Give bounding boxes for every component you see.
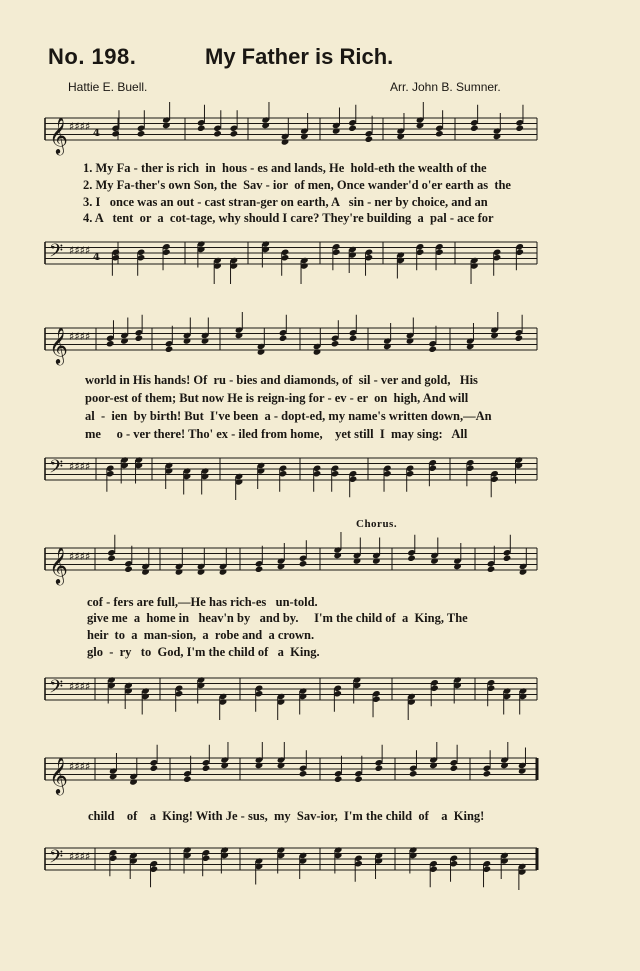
svg-text:♯♯♯♯: ♯♯♯♯ <box>69 330 91 343</box>
author-credit: Hattie E. Buell. <box>68 80 148 94</box>
svg-text:𝄞: 𝄞 <box>49 756 68 794</box>
svg-text:♯♯♯♯: ♯♯♯♯ <box>69 460 91 473</box>
svg-text:𝄢: 𝄢 <box>49 457 64 482</box>
svg-text:♯♯♯♯: ♯♯♯♯ <box>69 550 91 563</box>
lyric-line: cof - fers are full,—He has rich-es un-told. <box>87 595 318 609</box>
lyric-line: 4. A tent or a cot-tage, why should I care? They're building a pal - ace for <box>83 211 494 225</box>
system-4-treble-staff <box>0 748 640 808</box>
system-2-treble-staff <box>0 318 640 378</box>
svg-text:♯♯♯♯: ♯♯♯♯ <box>69 680 91 693</box>
lyric-line: glo - ry to God, I'm the child of a King. <box>87 645 320 659</box>
svg-text:4: 4 <box>93 128 100 139</box>
system-1-bass-staff <box>0 232 640 292</box>
svg-text:♯♯♯♯: ♯♯♯♯ <box>69 760 91 773</box>
system-3-bass-staff <box>0 668 640 728</box>
arranger-credit: Arr. John B. Sumner. <box>390 80 501 94</box>
svg-text:𝄢: 𝄢 <box>49 677 64 702</box>
svg-text:𝄢: 𝄢 <box>49 241 64 266</box>
lyric-line: 3. I once was an out - cast stran-ger on earth, A sin - ner by choice, and an <box>83 195 488 209</box>
system-4-bass-staff <box>0 838 640 898</box>
lyric-line: 2. My Fa-ther's own Son, the Sav - ior of men, Once wander'd o'er earth as the <box>83 178 511 192</box>
lyric-line: world in His hands! Of ru - bies and diamonds, of sil - ver and gold, His <box>85 373 478 387</box>
svg-text:♯♯♯♯: ♯♯♯♯ <box>69 120 91 133</box>
svg-text:𝄢: 𝄢 <box>49 847 64 872</box>
hymn-number: No. 198. <box>48 44 137 69</box>
lyric-line: poor-est of them; But now He is reign-ing for - ev - er on high, And will <box>85 391 469 405</box>
lyric-line: 1. My Fa - ther is rich in hous - es and lands, He hold-eth the wealth of the <box>83 161 487 175</box>
svg-text:♯♯♯♯: ♯♯♯♯ <box>69 244 91 257</box>
lyric-line: heir to a man-sion, a robe and a crown. <box>87 628 315 642</box>
lyric-line: give me a home in heav'n by and by. I'm the child of a King, The <box>87 611 468 625</box>
system-2-bass-staff <box>0 448 640 508</box>
system-1-treble-staff <box>0 108 640 168</box>
svg-text:4: 4 <box>93 252 100 263</box>
hymn-title: My Father is Rich. <box>205 44 394 69</box>
system-3-treble-staff <box>0 538 640 598</box>
svg-text:♯♯♯♯: ♯♯♯♯ <box>69 850 91 863</box>
svg-text:𝄞: 𝄞 <box>49 116 68 154</box>
lyric-line: al - ien by birth! But I've been a - dopt-ed, my name's written down,—An <box>85 409 492 423</box>
svg-text:𝄞: 𝄞 <box>49 546 68 584</box>
svg-text:𝄞: 𝄞 <box>49 326 68 364</box>
lyric-line: child of a King! With Je - sus, my Sav-ior, I'm the child of a King! <box>88 809 485 823</box>
lyric-line: me o - ver there! Tho' ex - iled from home, yet still I may sing: All <box>85 427 468 441</box>
chorus-label: Chorus. <box>356 518 398 530</box>
